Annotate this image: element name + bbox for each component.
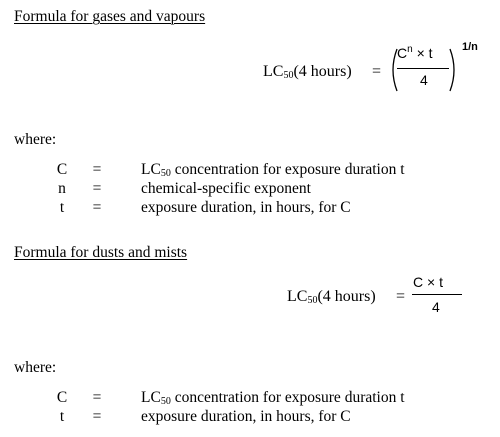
definition-symbol: t xyxy=(59,408,65,425)
definition-equals: = xyxy=(92,161,102,178)
formula-gases-fraction-bar xyxy=(397,68,449,69)
formula-dusts-equals: = xyxy=(396,288,406,305)
definition-symbol: C xyxy=(56,389,68,406)
definition-equals: = xyxy=(92,180,102,197)
definition-description: exposure duration, in hours, for C xyxy=(141,408,351,425)
formula-gases-right-paren xyxy=(448,47,458,93)
definition-equals: = xyxy=(92,408,102,425)
definition-description: exposure duration, in hours, for C xyxy=(141,199,351,216)
where-label-gases: where: xyxy=(14,131,57,148)
heading-gases-vapours: Formula for gases and vapours xyxy=(14,8,206,25)
definition-equals: = xyxy=(92,389,102,406)
where-label-dusts: where: xyxy=(14,359,57,376)
formula-gases-numerator: $C^n \times t$ xyxy=(397,44,433,61)
formula-gases-equals: = xyxy=(372,63,382,80)
definition-description: LC50 concentration for exposure duration t xyxy=(141,161,405,179)
definition-description: chemical-specific exponent xyxy=(141,180,311,197)
heading-dusts-mists: Formula for dusts and mists xyxy=(14,244,188,261)
formula-gases-outer-exponent: 1/n xyxy=(462,41,478,53)
formula-gases xyxy=(263,41,493,95)
definition-symbol: n xyxy=(58,180,66,197)
definition-symbol: t xyxy=(59,199,65,216)
formula-dusts xyxy=(287,272,487,322)
definition-equals: = xyxy=(92,199,102,216)
formula-dusts-denominator: 4 xyxy=(432,299,440,315)
formula-dusts-fraction-bar xyxy=(412,294,462,295)
formula-gases-denominator: 4 xyxy=(420,72,428,88)
formula-dusts-numerator: C × t xyxy=(413,274,443,290)
formula-gases-lhs: LC50(4 hours) xyxy=(263,63,352,81)
formula-dusts-lhs: LC50(4 hours) xyxy=(287,288,376,306)
definition-description: LC50 concentration for exposure duration t xyxy=(141,389,405,407)
definition-symbol: C xyxy=(56,161,68,178)
